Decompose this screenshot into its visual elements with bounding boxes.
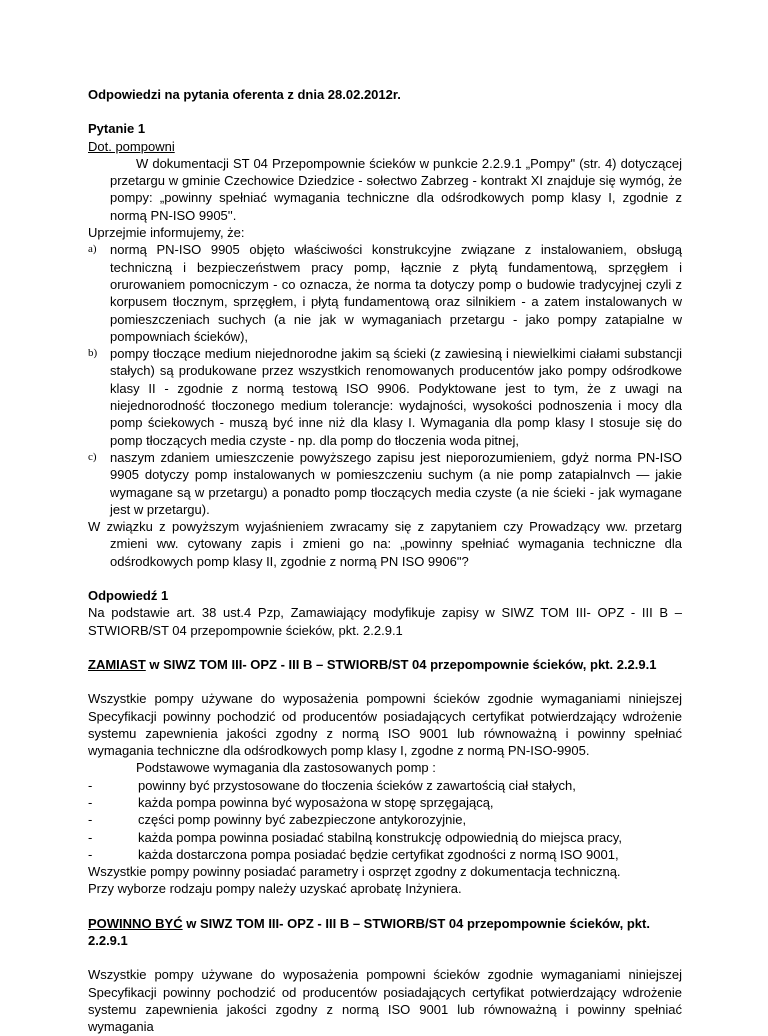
instead-line-2: Przy wyborze rodzaju pompy należy uzyskać aprobatę Inżyniera. [88,881,462,897]
requirement-item [88,811,682,828]
instead-heading-rest: w SIWZ TOM III- OPZ - III B – STWIORB/ST 04 przepompownie ścieków, pkt. 2.2.9.1 [145,656,657,672]
list-item-text: normą PN-ISO 9905 objęto właściwości konstrukcyjne związane z instalowaniem, obsługą techniczną i bezpieczeństwem pracy pomp, łącznie z płytą fundamentową, sprzęgłem i orurowaniem pomocniczym - co oznacza, że norma ta dotyczy pomp o budowie tradycyjnej czyli z korpusem tłocznym, sprzęgłem, i płytą fundamentową oraz silnikiem - a zatem instalowanych w pomieszczeniach suchych (a nie jak w wymaganiach przetargu - jako pompy zatapialne w pompowniach ścieków), [110,242,682,344]
requirement-text: części pomp powinny być zabezpieczone antykorozyjnie, [138,812,467,828]
question-1-item-b [88,345,682,449]
dash-marker: - [88,777,93,793]
should-be-heading-rest: w SIWZ TOM III- OPZ - III B – STWIORB/ST 04 przepompownie ścieków, pkt. 2.2.9.1 [88,915,650,949]
should-be-paragraph: Wszystkie pompy używane do wyposażenia pompowni ścieków zgodnie wymaganiami niniejszej Specyfikacji powinny pochodzić od producentów posiadających certyfikat potwierdzający wdrożenie systemu zapewnienia jakości zgodny z normą ISO 9001 lub równoważną i powinny spełniać wymagania [88,967,682,1035]
dash-marker: - [88,829,93,845]
requirement-text: każda dostarczona pompa posiadać będzie certyfikat zgodności z normą ISO 9001, [138,846,619,862]
question-1-closing: W związku z powyższym wyjaśnieniem zwracamy się z zapytaniem czy Prowadzący ww. przetarg zmieni ww. cytowany zapis i zmieni go na: „powinny spełniać wymagania techniczne dla odśrodkowych pomp klasy II, zgodnie z normą PN ISO 9906"? [88,519,682,569]
instead-requirements-lead: Podstawowe wymagania dla zastosowanych pomp : [136,760,436,776]
document-title: Odpowiedzi na pytania oferenta z dnia 28.02.2012r. [88,87,401,102]
instead-line-1: Wszystkie pompy powinny posiadać parametry i osprzęt zgodny z dokumentacja techniczną. [88,864,621,880]
question-1-subject: Dot. pompowni [88,138,175,154]
instead-keyword: ZAMIAST [88,656,146,672]
instead-heading [88,656,682,673]
instead-paragraph: Wszystkie pompy używane do wyposażenia pompowni ścieków zgodnie wymaganiami niniejszej Specyfikacji powinny pochodzić od producentów posiadających certyfikat potwierdzający wdrożenie systemu zapewnienia jakości zgodny z normą ISO 9001 lub równoważną i powinny spełniać wymagania techniczne dla odśrodkowych pomp klasy I, zgodne z normą PN-ISO-9905. [88,691,682,759]
list-item-text: naszym zdaniem umieszczenie powyższego zapisu jest nieporozumieniem, gdyż norma PN-ISO 9905 dotyczy pomp instalowanych w pomieszczeniu suchym (a nie pomp zatapialnvch — jakie wymagane są w przetargu) a ponadto pomp tłoczących media czyste (a nie ścieki - jak wymagane jest w przetargu). [110,449,682,517]
should-be-keyword: POWINNO BYĆ [88,915,183,931]
question-1-item-a [88,241,682,345]
answer-1-heading: Odpowiedź 1 [88,588,169,604]
dash-marker: - [88,846,93,862]
dash-marker: - [88,794,93,810]
answer-1-text: Na podstawie art. 38 ust.4 Pzp, Zamawiający modyfikuje zapisy w SIWZ TOM III- OPZ - III B – STWIORB/ST 04 przepompownie ścieków, pkt. 2.2.9.1 [88,605,682,638]
requirement-text: każda pompa powinna być wyposażona w stopę sprzęgającą, [138,794,494,810]
requirement-text: każda pompa powinna posiadać stabilną konstrukcję odpowiednią do miejsca pracy, [138,829,622,845]
requirement-item [88,829,682,846]
list-marker: b) [88,347,98,360]
list-marker: c) [88,450,97,463]
requirement-item [88,846,682,863]
dash-marker: - [88,812,93,828]
requirement-text: powinny być przystosowane do tłoczenia ścieków z zawartością ciał stałych, [138,777,576,793]
question-1-item-c [88,449,682,518]
list-marker: a) [88,243,97,256]
list-item-text: pompy tłoczące medium niejednorodne jakim są ścieki (z zawiesiną i niewielkimi ciałami substancji stałych) są produkowane przez wszystkich renomowanych producentów jako pompy odśrodkowe klasy II - zgodnie z normą testową ISO 9906. Podyktowane jest to tym, że z uwagi na niejednorodność tłoczonego medium tolerancje: wydajności, wysokości podnoszenia i mocy dla pomp ściekowych - muszą być inne niż dla klasy I. Wymagania dla pomp klasy I stosuje się do pomp tłoczących media czyste - np. dla pomp do tłoczenia woda pitnej, [110,346,682,448]
question-1-heading: Pytanie 1 [88,121,146,137]
should-be-heading [88,915,682,950]
question-1-intro: W dokumentacji ST 04 Przepompownie ścieków w punkcie 2.2.9.1 „Pompy" (str. 4) dotyczącej przetargu w gminie Czechowice Dziedzice - sołectwo Zabrzeg - kontrakt XI znajduje się wymóg, że pompy: „powinny spełniać wymagania techniczne dla odśrodkowych pomp klasy I, zgodnie z normą PN-ISO 9905''. [110,155,682,223]
question-1-lead: Uprzejmie informujemy, że: [88,225,245,241]
requirement-item [88,794,682,811]
requirement-item [88,777,682,794]
